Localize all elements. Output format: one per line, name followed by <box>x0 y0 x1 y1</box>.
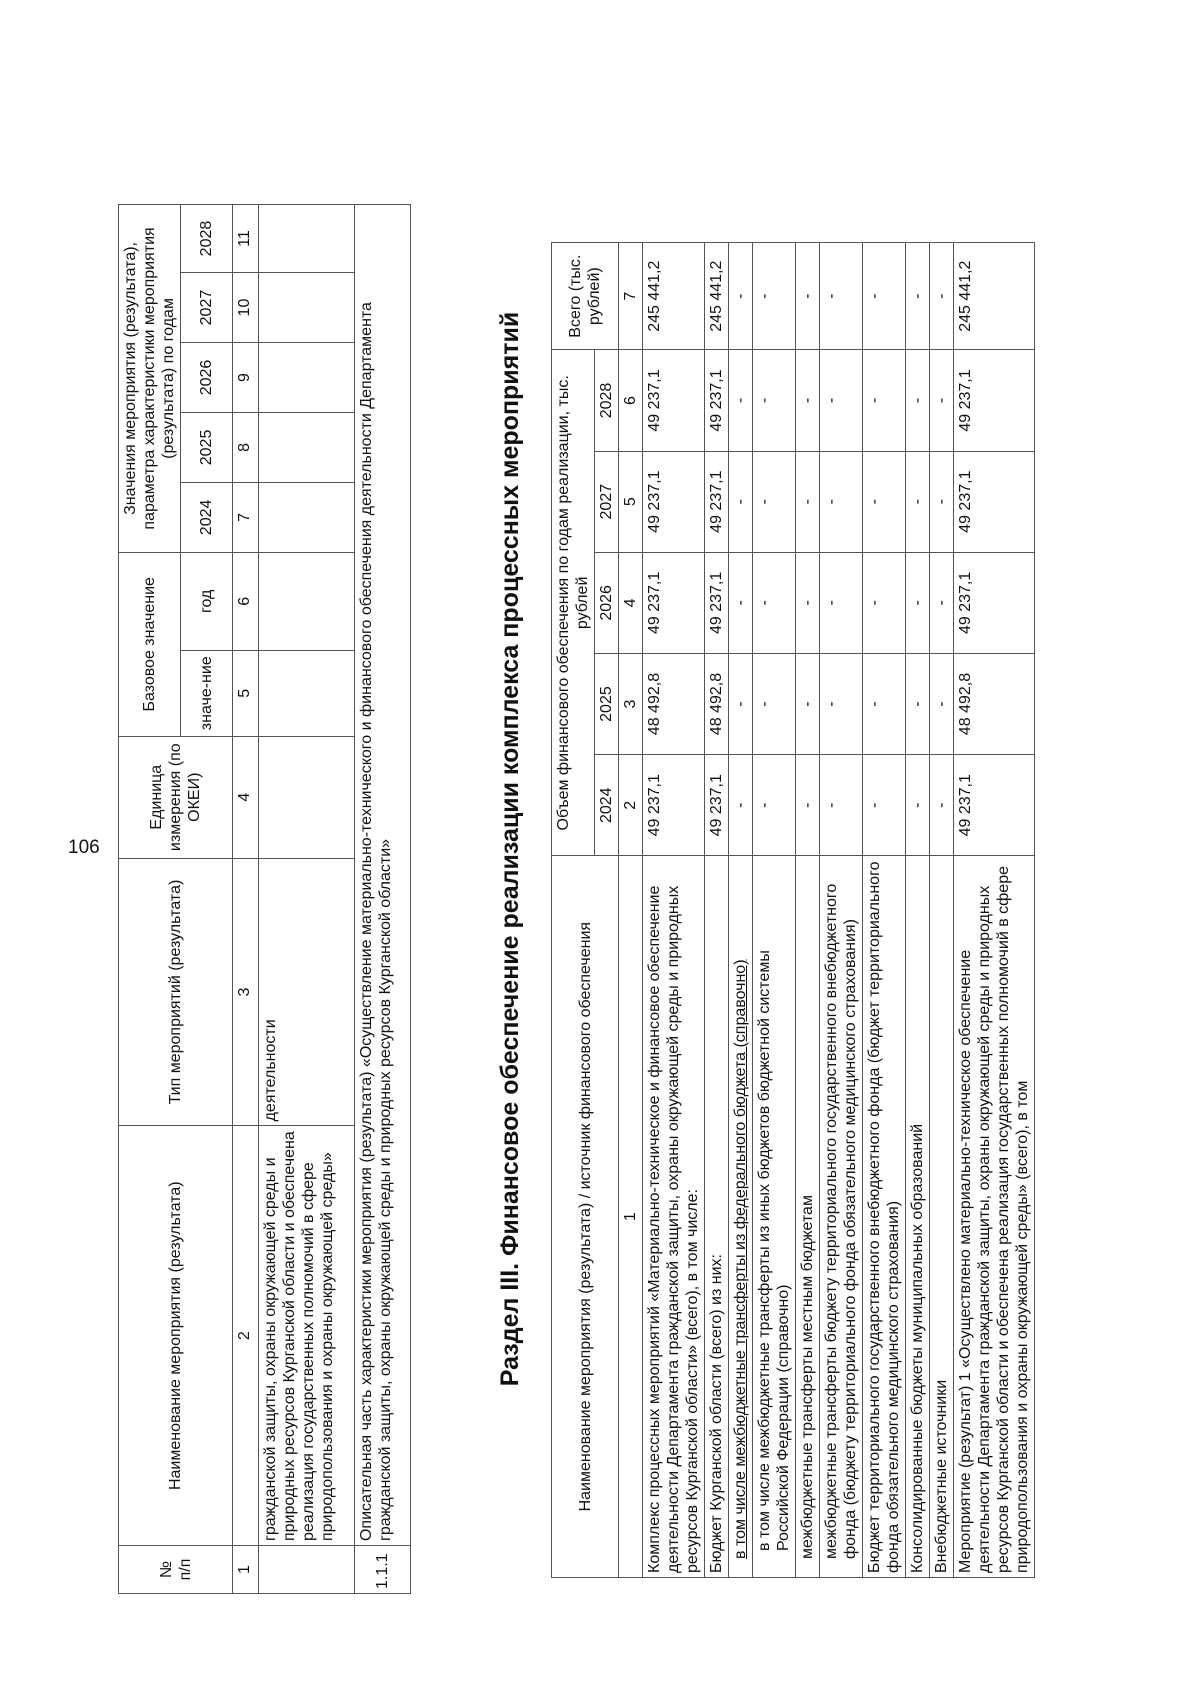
header-base-year: год <box>181 552 233 650</box>
table-cell: - <box>729 552 753 653</box>
col-number: 11 <box>233 205 259 273</box>
col-number: 7 <box>233 482 259 552</box>
header-year: 2027 <box>595 451 619 552</box>
table-cell: 49 237,1 <box>954 350 1035 451</box>
header-num: № п/п <box>119 1546 233 1594</box>
table-cell: - <box>820 243 863 350</box>
header-name: Наименование мероприятия (результата) <box>119 1126 233 1546</box>
table-cell: - <box>753 653 796 754</box>
table-cell: 49 237,1 <box>643 552 705 653</box>
header-type: Тип мероприятий (результата) <box>119 858 233 1126</box>
table-cell: - <box>796 243 820 350</box>
desc-row-text: Описательная часть характеристики мероприятия (результата) «Осуществление материально-технического и финансового обеспечения деятельности Департамента гражданской защиты, охраны окружающей среды и природных ресурсов Курганской области» <box>355 205 411 1546</box>
table-row-name: Бюджет Курганской области (всего) из них: <box>705 856 729 1578</box>
table-cell: - <box>820 451 863 552</box>
table-cell: 48 492,8 <box>643 653 705 754</box>
table-cell: - <box>930 552 954 653</box>
table-cell: - <box>863 653 906 754</box>
table-cell: - <box>729 451 753 552</box>
table-cell: 49 237,1 <box>954 451 1035 552</box>
header-total: Всего (тыс. рублей) <box>552 243 619 350</box>
row-base-value <box>259 650 355 736</box>
col-number: 2 <box>233 1126 259 1546</box>
table-cell: - <box>930 653 954 754</box>
table-cell: 49 237,1 <box>705 451 729 552</box>
header-year: 2028 <box>181 205 233 273</box>
table-cell: - <box>796 755 820 856</box>
col-number: 4 <box>619 552 643 653</box>
row-value <box>259 273 355 343</box>
table-cell: - <box>753 243 796 350</box>
table-cell: - <box>930 243 954 350</box>
table-cell: 49 237,1 <box>705 350 729 451</box>
col-number: 4 <box>233 736 259 858</box>
table-cell: 49 237,1 <box>954 552 1035 653</box>
table-row-name: межбюджетные трансферты местным бюджетам <box>796 856 820 1578</box>
table-cell: - <box>729 755 753 856</box>
table-cell: - <box>796 350 820 451</box>
table-cell: - <box>820 755 863 856</box>
col-number: 6 <box>619 350 643 451</box>
table-cell: 48 492,8 <box>705 653 729 754</box>
col-number: 3 <box>619 653 643 754</box>
header-year: 2028 <box>595 350 619 451</box>
header-base: Базовое значение <box>119 552 181 736</box>
table-cell: - <box>820 653 863 754</box>
table-cell: - <box>753 552 796 653</box>
header-unit: Единица измерения (по ОКЕИ) <box>119 736 233 858</box>
row-base-year <box>259 552 355 650</box>
table-cell: - <box>796 653 820 754</box>
header-year: 2025 <box>595 653 619 754</box>
table-cell: 245 441,2 <box>954 243 1035 350</box>
table-cell: 49 237,1 <box>643 451 705 552</box>
col-number: 5 <box>619 451 643 552</box>
table-cell: 245 441,2 <box>705 243 729 350</box>
header-year: 2024 <box>595 755 619 856</box>
events-values-table <box>118 204 411 1594</box>
table-cell: - <box>906 243 930 350</box>
row-value <box>259 343 355 413</box>
table-row-name: Комплекс процессных мероприятий «Материально-техническое и финансовое обеспечение деятельности Департамента гражданской защиты, охраны окружающей среды и природных ресурсов Курганской области» (всего), в том числе: <box>643 856 705 1578</box>
page-number: 106 <box>68 837 100 858</box>
col-number: 10 <box>233 273 259 343</box>
header-volume: Объем финансового обеспечения по годам реализации, тыс. рублей <box>552 350 595 856</box>
row-type: деятельности <box>259 858 355 1126</box>
col-number: 9 <box>233 343 259 413</box>
table-row-name: в том числе межбюджетные трансферты из федерального бюджета (справочно) <box>729 856 753 1578</box>
row-value <box>259 412 355 482</box>
table-cell: - <box>820 552 863 653</box>
header-year: 2026 <box>595 552 619 653</box>
header-year: 2024 <box>181 482 233 552</box>
financing-table <box>551 242 1035 1578</box>
table-cell: - <box>729 243 753 350</box>
table-cell: - <box>820 350 863 451</box>
table-cell: - <box>863 552 906 653</box>
table-row-name: Мероприятие (результат) 1 «Осуществлено материально-техническое обеспечение деятельности Департамента гражданской защиты, охраны окружающей среды и природных ресурсов Курганской области и обеспечена реализация государственных полномочий в сфере природопользования и охраны окружающей среды» (всего), в том <box>954 856 1035 1578</box>
table-cell: 48 492,8 <box>954 653 1035 754</box>
table-cell: - <box>906 653 930 754</box>
col-number: 6 <box>233 552 259 650</box>
table-cell: - <box>753 350 796 451</box>
table-cell: - <box>930 451 954 552</box>
table-row-name: Внебюджетные источники <box>930 856 954 1578</box>
col-number: 8 <box>233 412 259 482</box>
col-number: 3 <box>233 858 259 1126</box>
table-cell: - <box>863 451 906 552</box>
table-row-name: Бюджет территориального государственного внебюджетного фонда (бюджет территориального фонда обязательного медицинского страхования) <box>863 856 906 1578</box>
col-number: 5 <box>233 650 259 736</box>
table-cell: 49 237,1 <box>954 755 1035 856</box>
table-cell: - <box>753 451 796 552</box>
header-base-value: значе-ние <box>181 650 233 736</box>
table-cell: - <box>863 243 906 350</box>
row-num <box>259 1546 355 1594</box>
table-cell: 49 237,1 <box>643 755 705 856</box>
header-values: Значения мероприятия (результата), параметра характеристики мероприятия (результата) по годам <box>119 205 181 553</box>
table-row-name: Консолидированные бюджеты муниципальных образований <box>906 856 930 1578</box>
header-year: 2027 <box>181 273 233 343</box>
table-cell: - <box>906 451 930 552</box>
table-cell: - <box>796 552 820 653</box>
table-cell: - <box>753 755 796 856</box>
desc-row-num: 1.1.1 <box>355 1546 411 1594</box>
row-value <box>259 482 355 552</box>
col-number: 1 <box>619 856 643 1578</box>
table-cell: - <box>906 755 930 856</box>
table-cell: - <box>930 350 954 451</box>
table-cell: - <box>930 755 954 856</box>
row-name: гражданской защиты, охраны окружающей среды и природных ресурсов Курганской области и обеспечена реализация государственных полномочий в сфере природопользования и охраны окружающей среды» <box>259 1126 355 1546</box>
table-cell: - <box>729 653 753 754</box>
table-row-name: в том числе межбюджетные трансферты из иных бюджетов бюджетной системы Российской Федерации (справочно) <box>753 856 796 1578</box>
col-number: 2 <box>619 755 643 856</box>
table-cell: - <box>906 350 930 451</box>
table-cell: - <box>729 350 753 451</box>
table-row-name: межбюджетные трансферты бюджету территориального государственного внебюджетного фонда (бюджету территориального фонда обязательного медицинского страхования) <box>820 856 863 1578</box>
table-cell: 49 237,1 <box>705 552 729 653</box>
header-name: Наименование мероприятия (результата) / источник финансового обеспечения <box>552 856 619 1578</box>
table-cell: 49 237,1 <box>705 755 729 856</box>
table-cell: 245 441,2 <box>643 243 705 350</box>
section-title: Раздел III. Финансовое обеспечение реализации комплекса процессных мероприятий <box>496 311 524 1387</box>
table-cell: - <box>796 451 820 552</box>
row-value <box>259 205 355 273</box>
row-unit <box>259 736 355 858</box>
header-year: 2026 <box>181 343 233 413</box>
header-year: 2025 <box>181 412 233 482</box>
table-cell: - <box>863 755 906 856</box>
table-cell: - <box>906 552 930 653</box>
table-cell: - <box>863 350 906 451</box>
table-cell: 49 237,1 <box>643 350 705 451</box>
col-number: 1 <box>233 1546 259 1594</box>
col-number: 7 <box>619 243 643 350</box>
